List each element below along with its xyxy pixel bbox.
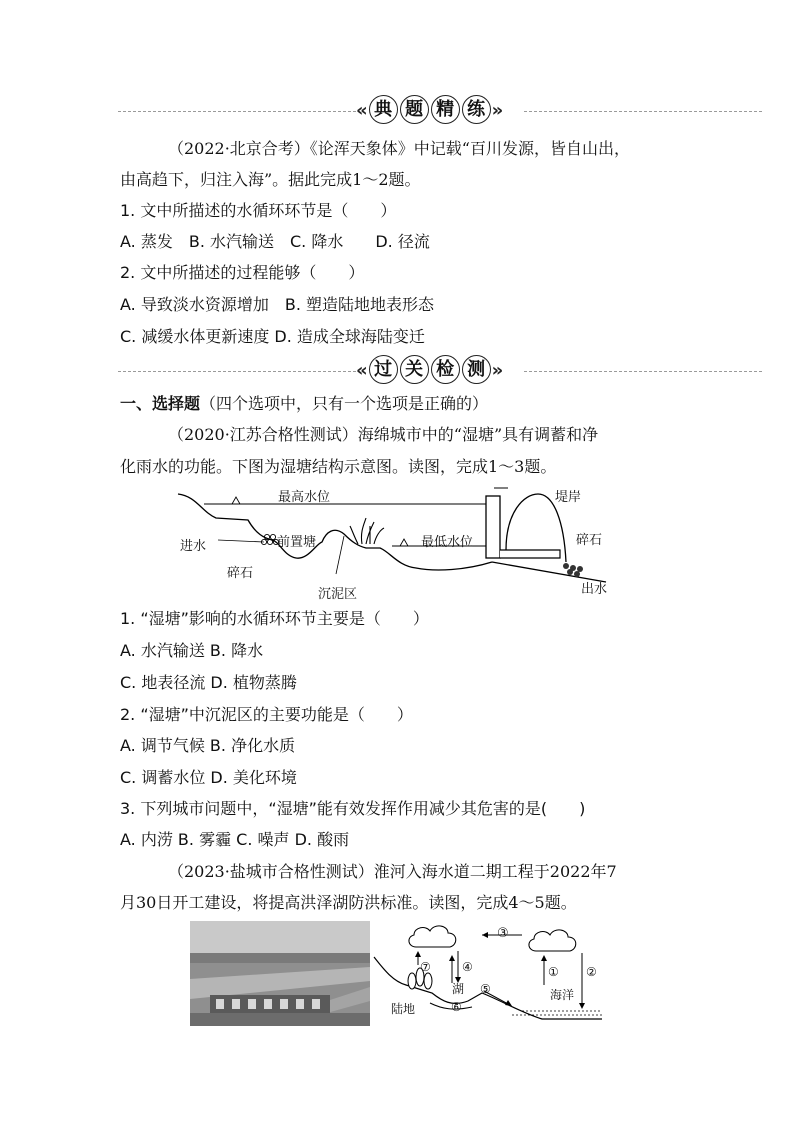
- label-n7: ⑦: [420, 960, 431, 974]
- banner-char: 练: [462, 95, 491, 124]
- q1-2-options-2: C. 减缓水体更新速度 D. 造成全球海陆变迁: [120, 327, 425, 346]
- label-gravel-right: 碎石: [576, 533, 603, 548]
- q2-3-options: A. 内涝 B. 雾霾 C. 噪声 D. 酸雨: [120, 830, 350, 849]
- q1-2-stem: 2. 文中所描述的过程能够（ ）: [120, 263, 365, 282]
- q2-1-options-1: A. 水汽输送 B. 降水: [120, 641, 264, 660]
- cloud-left-icon: [409, 926, 456, 947]
- q1-2-options-1: A. 导致淡水资源增加 B. 塑造陆地地表形态: [120, 295, 434, 314]
- label-n6: ⑥: [451, 1000, 462, 1014]
- divider-right-2: [524, 371, 762, 372]
- label-sediment: 沉泥区: [318, 587, 358, 602]
- chevron-right-icon: »: [491, 360, 504, 381]
- q1-1-stem: 1. 文中所描述的水循环环节是（ ）: [120, 201, 397, 220]
- label-n5: ⑤: [480, 982, 491, 996]
- divider-left-1: [118, 111, 356, 112]
- label-n2: ②: [586, 965, 597, 979]
- label-lake: 湖: [452, 982, 465, 996]
- banner-char: 题: [400, 95, 429, 124]
- banner-char: 精: [431, 95, 460, 124]
- banner-char: 检: [431, 355, 460, 384]
- part1-note: （四个选项中，只有一个选项是正确的）: [200, 394, 489, 413]
- sluice-photo: [190, 921, 370, 1026]
- cloud-right-icon: [529, 930, 576, 951]
- section-banner-guoguan: [356, 355, 503, 385]
- label-n1: ①: [548, 965, 559, 979]
- label-lowest-level: 最低水位: [421, 535, 474, 550]
- intro1-line2: 由高趋下，归注入海”。据此完成1～2题。: [120, 170, 421, 189]
- banner-char: 典: [369, 95, 398, 124]
- plants-icon: [350, 518, 384, 544]
- section-banner-dianti: [356, 95, 503, 125]
- part1-title: 一、选择题: [120, 394, 201, 413]
- divider-left-2: [118, 371, 356, 372]
- label-inlet: 进水: [180, 539, 207, 554]
- part1-heading: [120, 394, 488, 414]
- label-outlet: 出水: [581, 582, 608, 597]
- intro2-line1: （2020·江苏合格性测试）海绵城市中的“湿塘”具有调蓄和净: [168, 425, 599, 444]
- banner-char: 测: [462, 355, 491, 384]
- label-highest-level: 最高水位: [278, 490, 331, 505]
- label-forebay: 前置塘: [277, 535, 317, 550]
- q2-2-options-2: C. 调蓄水位 D. 美化环境: [120, 768, 297, 787]
- chevron-right-icon: »: [491, 100, 504, 121]
- q2-2-options-1: A. 调节气候 B. 净化水质: [120, 736, 296, 755]
- label-land: 陆地: [391, 1002, 416, 1016]
- q1-1-options: A. 蒸发 B. 水汽输送 C. 降水 D. 径流: [120, 232, 430, 251]
- divider-right-1: [524, 111, 762, 112]
- label-embankment: 堤岸: [555, 490, 582, 505]
- intro2-line2: 化雨水的功能。下图为湿塘结构示意图。读图，完成1～3题。: [120, 457, 557, 476]
- banner-char: 过: [369, 355, 398, 384]
- q2-3-stem: 3. 下列城市问题中，“湿塘”能有效发挥作用减少其危害的是( ): [120, 799, 586, 818]
- label-gravel-left: 碎石: [227, 566, 254, 581]
- intro3-line1: （2023·盐城市合格性测试）淮河入海水道二期工程于2022年7: [168, 862, 617, 881]
- label-n3: ③: [497, 926, 509, 941]
- intro3-line2: 月30日开工建设，将提高洪泽湖防洪标准。读图，完成4～5题。: [120, 893, 577, 912]
- intro1-line1: （2022·北京合考）《论浑天象体》中记载“百川发源，皆自山出，: [168, 139, 630, 158]
- label-n4: ④: [462, 960, 473, 974]
- chevron-left-icon: «: [356, 360, 368, 381]
- q2-2-stem: 2. “湿塘”中沉泥区的主要功能是（ ）: [120, 705, 413, 724]
- q2-1-stem: 1. “湿塘”影响的水循环环节主要是（ ）: [120, 609, 429, 628]
- chevron-left-icon: «: [356, 100, 368, 121]
- label-ocean: 海洋: [550, 988, 575, 1002]
- q2-1-options-2: C. 地表径流 D. 植物蒸腾: [120, 673, 297, 692]
- banner-char: 关: [400, 355, 429, 384]
- wet-pond-diagram: [176, 482, 616, 600]
